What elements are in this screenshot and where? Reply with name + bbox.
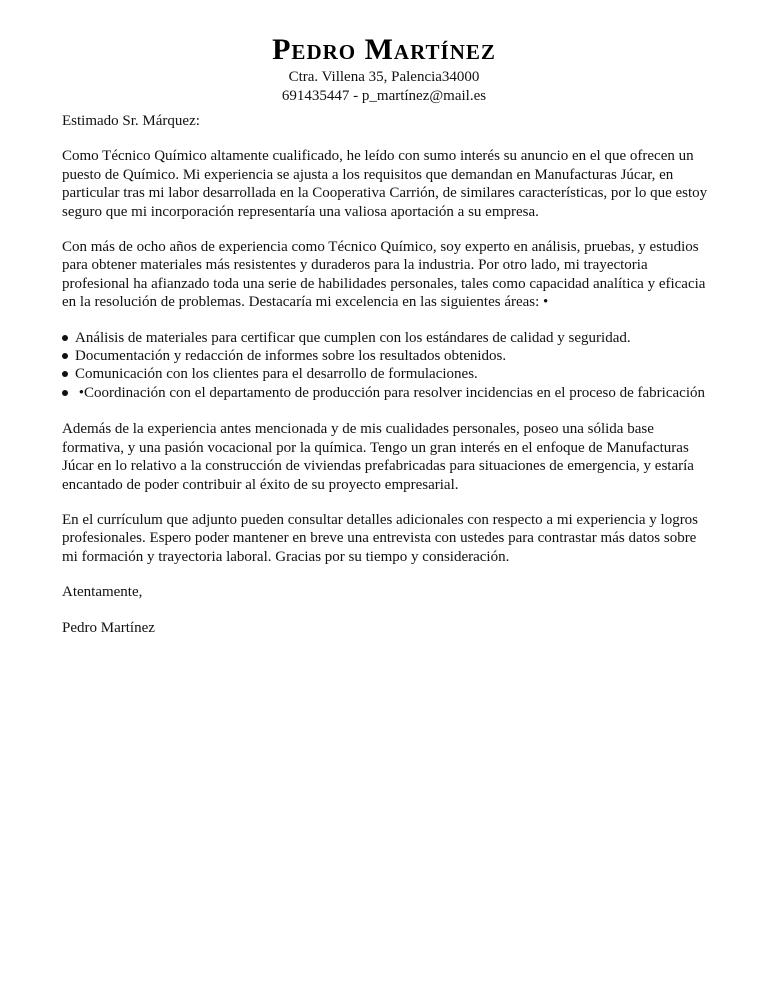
list-item-text: Análisis de materiales para certificar que cumplen con los estándares de calidad y seguridad. bbox=[75, 329, 631, 346]
sender-address: Ctra. Villena 35, Palencia34000 bbox=[288, 69, 480, 85]
skills-list bbox=[62, 329, 712, 403]
sender-name: Pedro Martínez bbox=[272, 33, 496, 66]
closing-salutation: Atentamente, bbox=[62, 584, 143, 601]
paragraph-motivation: Además de la experiencia antes mencionada y de mis cualidades personales, poseo una sólida base formativa, y una pasión vocacional por la química. Tengo un gran interés en el enfoque de Manufacturas Júcar en lo relativo a la construcción de viviendas prefabricadas para situaciones de emergencia, y estaría encantado de poder contribuir al éxito de su proyecto empresarial. bbox=[62, 421, 694, 493]
greeting: Estimado Sr. Márquez: bbox=[62, 113, 200, 129]
list-item-text: •Coordinación con el departamento de producción para resolver incidencias en el proceso de fabricación bbox=[75, 384, 705, 401]
letter-body bbox=[62, 112, 712, 637]
letter-header bbox=[0, 32, 768, 106]
bullet-icon bbox=[62, 371, 68, 377]
list-item bbox=[62, 365, 712, 383]
signature: Pedro Martínez bbox=[62, 619, 155, 636]
paragraph-intro: Como Técnico Químico altamente cualificado, he leído con sumo interés su anuncio en el que ofrecen un puesto de Químico. Mi experiencia se ajusta a los requisitos que demandan en Manufacturas Júcar, en particular tras mi labor desarrollada en la Cooperativa Carrión, de similares características, por lo que estoy seguro que mi incorporación representaría una valiosa aportación a su empresa. bbox=[62, 148, 708, 220]
bullet-icon bbox=[62, 353, 68, 359]
bullet-icon bbox=[62, 390, 68, 396]
sender-contact: 691435447 - p_martínez@mail.es bbox=[281, 88, 487, 104]
list-item bbox=[62, 329, 712, 347]
list-item-text: Documentación y redacción de informes sobre los resultados obtenidos. bbox=[75, 348, 507, 365]
bullet-icon bbox=[62, 335, 68, 341]
list-item bbox=[62, 347, 712, 365]
list-item-text: Comunicación con los clientes para el desarrollo de formulaciones. bbox=[75, 366, 478, 383]
list-item bbox=[62, 384, 712, 402]
paragraph-closing-request: En el currículum que adjunto pueden consultar detalles adicionales con respecto a mi experiencia y logros profesionales. Espero poder mantener en breve una entrevista con ustedes para contrastar más datos sobre mi formación y trayectoria laboral. Gracias por su tiempo y consideración. bbox=[62, 511, 699, 565]
paragraph-experience: Con más de ocho años de experiencia como Técnico Químico, soy experto en análisis, pruebas, y estudios para obtener materiales más resistentes y duraderos para la industria. Por otro lado, mi trayectoria profesional ha afianzado toda una serie de habilidades personales, tales como capacidad analítica y eficacia en la resolución de problemas. Destacaría mi excelencia en las siguientes áreas: • bbox=[62, 239, 706, 311]
